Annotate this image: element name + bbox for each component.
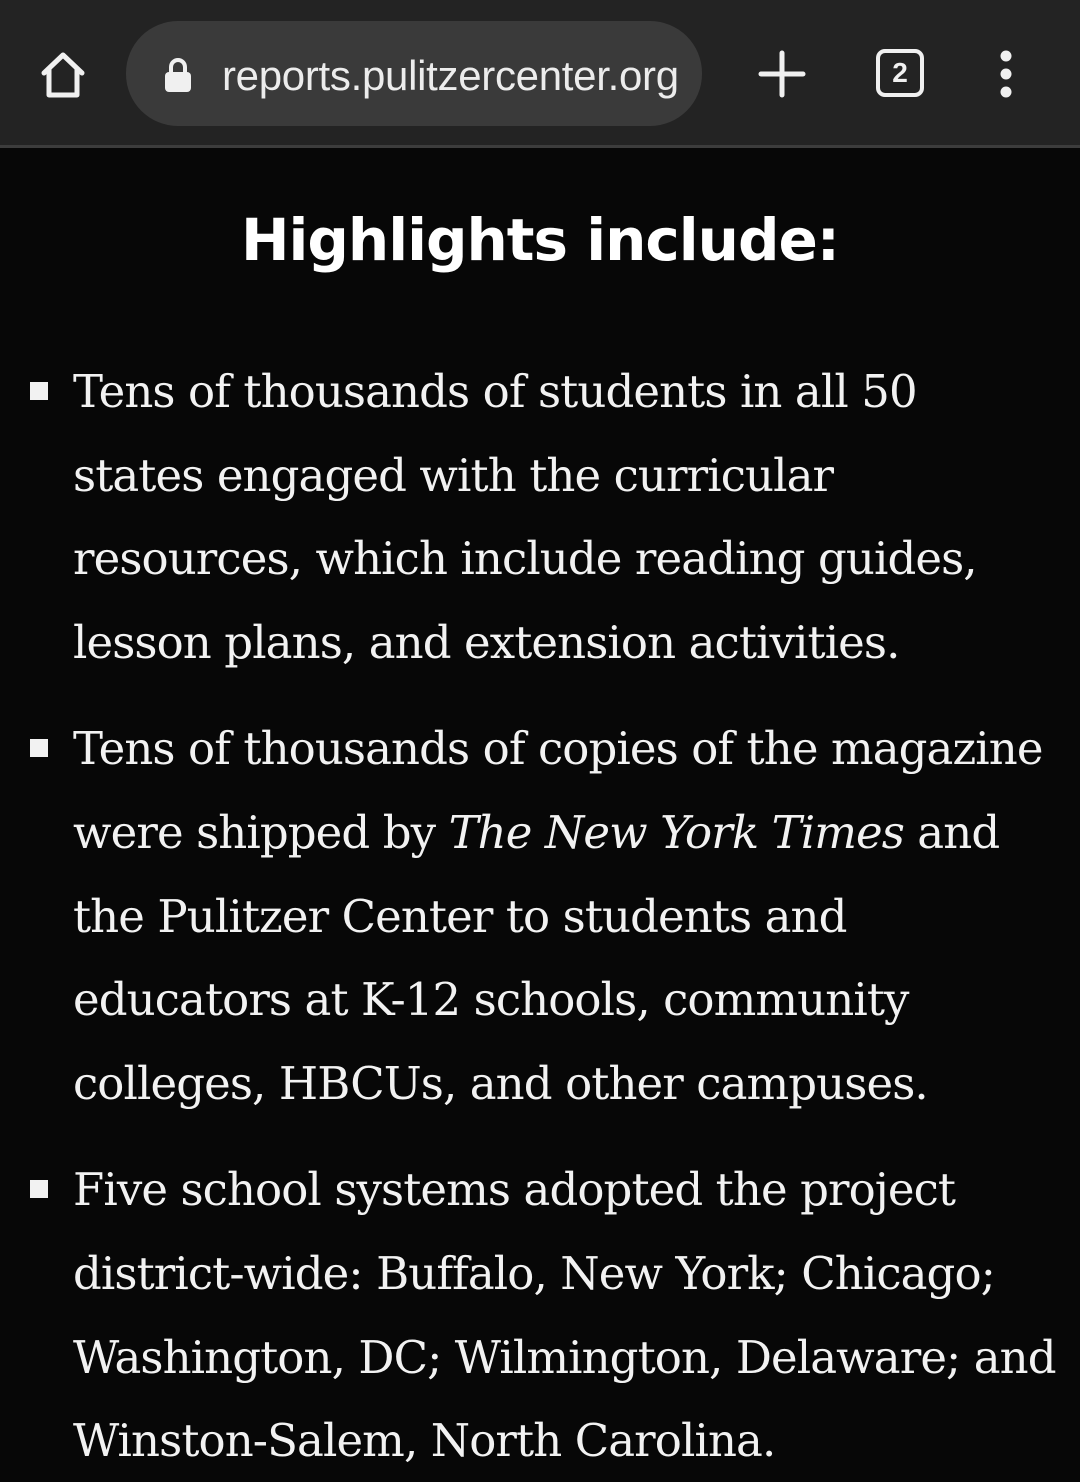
tab-switcher-button[interactable] [876, 49, 924, 97]
plus-icon [752, 44, 812, 104]
list-item-text-end: and the Pulitzer Center to students and educators at K-12 schools, community colleges, HBCUs, and other campuses. [73, 805, 1000, 1110]
more-vert-icon [988, 48, 1024, 100]
home-icon [38, 51, 88, 99]
list-item [0, 1148, 1080, 1482]
more-menu-button[interactable] [988, 48, 1024, 100]
page-heading: Highlights include: [240, 206, 839, 274]
list-item [0, 707, 1080, 1125]
tab-count: 2 [892, 57, 908, 88]
url-text[interactable]: reports.pulitzercenter.org [222, 52, 679, 99]
list-item-text: Tens of thousands of students in all 50 states engaged with the curricular resources, which include reading guides, lesson plans, and extension activities. [73, 365, 977, 669]
browser-toolbar [0, 0, 1080, 148]
publication-name: The New York Times [448, 805, 904, 859]
new-tab-button[interactable] [752, 44, 812, 104]
bullet-icon [30, 1180, 48, 1198]
list-item [0, 350, 1080, 684]
highlights-list [0, 350, 1080, 1482]
bullet-icon [30, 382, 48, 400]
lock-icon[interactable] [160, 52, 196, 94]
home-button[interactable] [30, 44, 96, 106]
list-item-text-start: Tens of thousands of copies of the magazine were shipped by [73, 722, 1043, 859]
list-item-text: Five school systems adopted the project district-wide: Buffalo, New York; Chicago; Washington, DC; Wilmington, Delaware; and Winston-Salem, North Carolina. [73, 1163, 1056, 1468]
bullet-icon [30, 739, 48, 757]
